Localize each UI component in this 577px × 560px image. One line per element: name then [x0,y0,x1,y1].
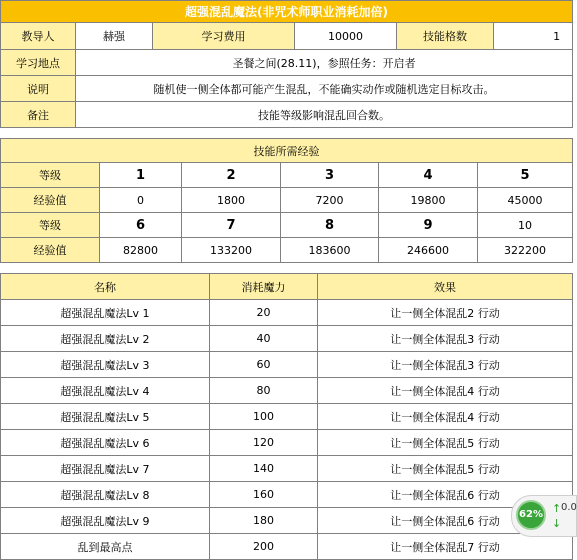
table-row [1,352,573,378]
exp-table [0,138,573,263]
slots-value: 1 [494,23,573,50]
exp-cell: 45000 [478,188,573,213]
skill-name: 超强混乱魔法Lv 4 [1,378,210,404]
header-name: 名称 [1,274,210,300]
skill-info-table [0,0,573,128]
header-effect: 效果 [318,274,573,300]
skill-mp: 20 [210,300,318,326]
skill-mp: 120 [210,430,318,456]
skill-name: 超强混乱魔法Lv 8 [1,482,210,508]
slots-label: 技能格数 [397,23,494,50]
table-row [1,326,573,352]
table-row [1,430,573,456]
skill-name: 超强混乱魔法Lv 3 [1,352,210,378]
level-cell: 6 [100,213,182,238]
note-value: 技能等级影响混乱回合数。 [76,102,573,128]
exp-cell: 19800 [379,188,478,213]
skill-effect: 让一侧全体混乱6 行动 [318,482,573,508]
skill-effect: 让一侧全体混乱5 行动 [318,456,573,482]
location-label: 学习地点 [1,50,76,76]
table-row [1,534,573,560]
skill-levels-table [0,273,573,560]
table-row [1,404,573,430]
skill-name: 超强混乱魔法Lv 2 [1,326,210,352]
skill-name: 超强混乱魔法Lv 1 [1,300,210,326]
table-row [1,482,573,508]
exp-title: 技能所需经验 [1,139,573,163]
teacher-value: 赫强 [76,23,153,50]
exp-label: 经验值 [1,238,100,263]
exp-cell: 183600 [281,238,379,263]
skill-name: 超强混乱魔法Lv 7 [1,456,210,482]
exp-cell: 82800 [100,238,182,263]
skill-effect: 让一侧全体混乱7 行动 [318,534,573,560]
exp-label: 经验值 [1,188,100,213]
exp-cell: 0 [100,188,182,213]
skill-mp: 80 [210,378,318,404]
skill-effect: 让一侧全体混乱3 行动 [318,326,573,352]
header-mp: 消耗魔力 [210,274,318,300]
level-cell: 4 [379,163,478,188]
level-cell: 1 [100,163,182,188]
exp-cell: 246600 [379,238,478,263]
skill-name: 超强混乱魔法Lv 6 [1,430,210,456]
skill-mp: 140 [210,456,318,482]
skill-name: 超强混乱魔法Lv 9 [1,508,210,534]
level-cell: 8 [281,213,379,238]
skill-mp: 100 [210,404,318,430]
level-cell: 10 [478,213,573,238]
skill-effect: 让一侧全体混乱3 行动 [318,352,573,378]
table-row [1,456,573,482]
table-row [1,508,573,534]
table-row [1,378,573,404]
skill-effect: 让一侧全体混乱6 行动 [318,508,573,534]
level-cell: 2 [182,163,281,188]
usage-ring: 62% [516,500,546,530]
level-cell: 3 [281,163,379,188]
skill-effect: 让一侧全体混乱4 行动 [318,378,573,404]
level-cell: 9 [379,213,478,238]
note-label: 备注 [1,102,76,128]
fee-label: 学习费用 [153,23,295,50]
network-speed-widget[interactable] [511,495,577,537]
exp-cell: 1800 [182,188,281,213]
skill-mp: 40 [210,326,318,352]
skill-mp: 200 [210,534,318,560]
table-row [1,300,573,326]
skill-effect: 让一侧全体混乱2 行动 [318,300,573,326]
upload-speed: 0.0 [561,502,577,513]
exp-cell: 7200 [281,188,379,213]
skill-name: 乱到最高点 [1,534,210,560]
exp-cell: 133200 [182,238,281,263]
location-value: 圣餐之间(28.11)，参照任务：开启者 [76,50,573,76]
level-label: 等级 [1,163,100,188]
skill-mp: 160 [210,482,318,508]
arrow-down-icon: ↓ [552,517,562,530]
skill-title: 超强混乱魔法(非咒术师职业消耗加倍) [1,1,573,23]
level-cell: 5 [478,163,573,188]
skill-effect: 让一侧全体混乱5 行动 [318,430,573,456]
skill-name: 超强混乱魔法Lv 5 [1,404,210,430]
exp-cell: 322200 [478,238,573,263]
skill-mp: 180 [210,508,318,534]
skill-effect: 让一侧全体混乱4 行动 [318,404,573,430]
skill-mp: 60 [210,352,318,378]
teacher-label: 教导人 [1,23,76,50]
level-label: 等级 [1,213,100,238]
level-cell: 7 [182,213,281,238]
desc-value: 随机使一侧全体都可能产生混乱，不能确实动作或随机选定目标攻击。 [76,76,573,102]
desc-label: 说明 [1,76,76,102]
fee-value: 10000 [295,23,397,50]
arrow-up-icon: ↑ [552,502,562,515]
